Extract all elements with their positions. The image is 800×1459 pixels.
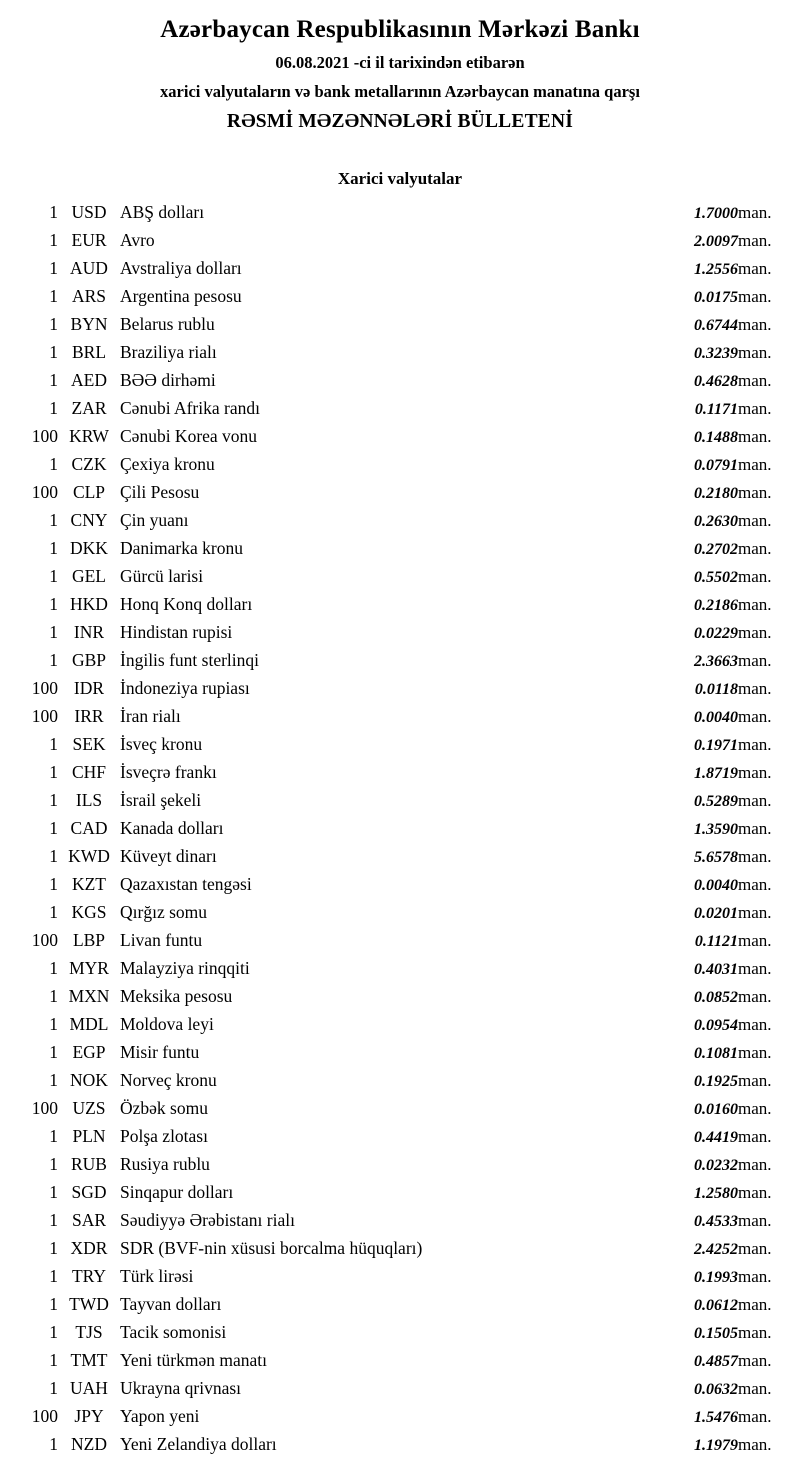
- currency-unit: 1: [49, 1042, 58, 1062]
- currency-rate-unit: man.: [738, 847, 772, 866]
- table-row: [0, 479, 800, 507]
- currency-code: GBP: [71, 650, 107, 670]
- currency-rate-unit: man.: [738, 1099, 772, 1118]
- currency-rate: 0.0040: [694, 877, 738, 894]
- currency-code: NZD: [71, 1434, 107, 1454]
- currency-unit: 1: [49, 594, 58, 614]
- currency-name: İsveçrə frankı: [120, 762, 217, 782]
- table-row: [0, 927, 800, 955]
- currency-rate: 2.0097: [694, 233, 738, 250]
- currency-unit: 1: [49, 734, 58, 754]
- currency-code: CLP: [72, 482, 106, 502]
- currency-code: IDR: [73, 678, 105, 698]
- currency-name: Qırğız somu: [120, 902, 208, 922]
- table-row: [0, 983, 800, 1011]
- table-row: [0, 759, 800, 787]
- currency-rate: 0.0160: [694, 1101, 738, 1118]
- currency-rate-unit: man.: [738, 763, 772, 782]
- currency-unit: 1: [49, 846, 58, 866]
- currency-name: Honq Konq dolları: [120, 594, 253, 614]
- currency-rate-unit: man.: [738, 399, 772, 418]
- table-row: [0, 1347, 800, 1375]
- currency-code: AUD: [70, 258, 108, 278]
- currency-rate-unit: man.: [738, 567, 772, 586]
- currency-name: Yeni türkmən manatı: [120, 1350, 267, 1370]
- table-row: [0, 1095, 800, 1123]
- currency-rate-unit: man.: [738, 819, 772, 838]
- currency-rate-unit: man.: [738, 735, 772, 754]
- currency-rate: 0.0791: [694, 457, 738, 474]
- exchange-rates-body: [0, 199, 800, 1459]
- currency-code: EUR: [71, 230, 107, 250]
- currency-name: Yapon yeni: [120, 1406, 200, 1426]
- currency-rate: 0.2180: [694, 485, 738, 502]
- currency-unit: 1: [49, 650, 58, 670]
- currency-name: İngilis funt sterlinqi: [120, 650, 260, 670]
- currency-rate-unit: man.: [738, 707, 772, 726]
- currency-name: İndoneziya rupiası: [120, 678, 250, 698]
- currency-name: Ukrayna qrivnası: [120, 1378, 242, 1398]
- table-row: [0, 395, 800, 423]
- currency-name: Çexiya kronu: [120, 454, 215, 474]
- currency-code: ZAR: [71, 398, 107, 418]
- section-title-foreign-currencies: Xarici valyutalar: [337, 169, 463, 188]
- currency-code: AED: [71, 370, 107, 390]
- currency-code: INR: [73, 622, 105, 642]
- currency-rate: 0.4628: [694, 373, 738, 390]
- currency-rate: 0.0612: [694, 1297, 738, 1314]
- currency-code: LBP: [72, 930, 106, 950]
- currency-rate: 0.1505: [694, 1325, 738, 1342]
- currency-name: Çili Pesosu: [120, 482, 200, 502]
- currency-name: Misir funtu: [120, 1042, 200, 1062]
- currency-rate-unit: man.: [738, 1015, 772, 1034]
- currency-code: BRL: [71, 342, 107, 362]
- currency-rate-unit: man.: [738, 875, 772, 894]
- currency-name: Yeni Zelandiya dolları: [120, 1434, 277, 1454]
- currency-rate-unit: man.: [738, 679, 772, 698]
- table-row: [0, 815, 800, 843]
- currency-unit: 1: [49, 874, 58, 894]
- table-row: [0, 843, 800, 871]
- currency-code: SAR: [71, 1210, 107, 1230]
- currency-unit: 100: [31, 930, 58, 950]
- currency-code: SEK: [72, 734, 106, 754]
- currency-unit: 100: [31, 426, 58, 446]
- currency-rate-unit: man.: [738, 791, 772, 810]
- table-row: [0, 1235, 800, 1263]
- currency-rate: 0.4031: [694, 961, 738, 978]
- currency-rate: 0.1488: [694, 429, 738, 446]
- table-row: [0, 787, 800, 815]
- table-row: [0, 1067, 800, 1095]
- currency-code: CNY: [70, 510, 108, 530]
- table-row: [0, 283, 800, 311]
- currency-rate-unit: man.: [738, 651, 772, 670]
- currency-rate: 0.0118: [694, 681, 738, 698]
- currency-unit: 1: [49, 370, 58, 390]
- currency-rate: 1.5476: [694, 1409, 738, 1426]
- table-row: [0, 1207, 800, 1235]
- currency-code: TWD: [69, 1294, 109, 1314]
- currency-code: XDR: [70, 1238, 108, 1258]
- currency-name: Hindistan rupisi: [120, 622, 233, 642]
- currency-code: USD: [71, 202, 107, 222]
- currency-code: UZS: [72, 1098, 106, 1118]
- currency-rate: 0.1993: [694, 1269, 738, 1286]
- currency-unit: 1: [49, 762, 58, 782]
- currency-unit: 100: [31, 706, 58, 726]
- currency-rate: 0.2702: [694, 541, 738, 558]
- currency-name: Moldova leyi: [120, 1014, 214, 1034]
- currency-code: BYN: [70, 314, 108, 334]
- currency-name: SDR (BVF-nin xüsusi borcalma hüquqları): [120, 1238, 423, 1258]
- table-row: [0, 703, 800, 731]
- currency-name: Argentina pesosu: [120, 286, 242, 306]
- currency-unit: 1: [49, 230, 58, 250]
- currency-rate: 0.0229: [694, 625, 738, 642]
- table-row: [0, 507, 800, 535]
- currency-unit: 1: [49, 1154, 58, 1174]
- currency-rate-unit: man.: [738, 511, 772, 530]
- currency-rate: 0.4419: [694, 1129, 738, 1146]
- currency-rate: 1.8719: [694, 765, 738, 782]
- currency-rate: 1.2580: [694, 1185, 738, 1202]
- currency-rate-unit: man.: [738, 1267, 772, 1286]
- currency-name: Səudiyyə Ərəbistanı rialı: [120, 1210, 295, 1230]
- table-row: [0, 871, 800, 899]
- currency-rate-unit: man.: [738, 1183, 772, 1202]
- currency-rate-unit: man.: [738, 595, 772, 614]
- currency-name: Norveç kronu: [120, 1070, 217, 1090]
- currency-unit: 1: [49, 790, 58, 810]
- table-row: [0, 1039, 800, 1067]
- currency-name: Gürcü larisi: [120, 566, 204, 586]
- table-row: [0, 227, 800, 255]
- currency-rate-unit: man.: [738, 1435, 772, 1454]
- currency-code: CZK: [71, 454, 107, 474]
- currency-rate: 0.1081: [694, 1045, 738, 1062]
- currency-rate-unit: man.: [738, 623, 772, 642]
- currency-unit: 1: [49, 1266, 58, 1286]
- currency-rate: 0.1925: [694, 1073, 738, 1090]
- table-row: [0, 563, 800, 591]
- currency-code: TJS: [75, 1322, 103, 1342]
- table-row: [0, 199, 800, 227]
- currency-rate-unit: man.: [738, 1351, 772, 1370]
- currency-unit: 1: [49, 342, 58, 362]
- currency-code: MYR: [69, 958, 109, 978]
- currency-unit: 1: [49, 398, 58, 418]
- currency-name: Tacik somonisi: [120, 1322, 227, 1342]
- page-title: Azərbaycan Respublikasının Mərkəzi Bankı: [160, 16, 640, 43]
- table-row: [0, 1263, 800, 1291]
- currency-name: Tayvan dolları: [120, 1294, 222, 1314]
- currency-unit: 100: [31, 678, 58, 698]
- currency-code: ARS: [71, 286, 107, 306]
- currency-rate: 0.1121: [694, 933, 738, 950]
- currency-unit: 1: [49, 1378, 58, 1398]
- currency-unit: 1: [49, 1126, 58, 1146]
- currency-rate-unit: man.: [738, 1071, 772, 1090]
- currency-name: Kanada dolları: [120, 818, 224, 838]
- currency-rate-unit: man.: [738, 931, 772, 950]
- currency-rate: 0.1171: [694, 401, 738, 418]
- currency-name: Livan funtu: [120, 930, 203, 950]
- table-row: [0, 899, 800, 927]
- table-row: [0, 647, 800, 675]
- currency-unit: 100: [31, 482, 58, 502]
- currency-rate-unit: man.: [738, 371, 772, 390]
- currency-rate: 2.4252: [694, 1241, 738, 1258]
- currency-rate: 0.0175: [694, 289, 738, 306]
- currency-rate-unit: man.: [738, 315, 772, 334]
- table-row: [0, 1375, 800, 1403]
- currency-rate: 0.4533: [694, 1213, 738, 1230]
- currency-unit: 1: [49, 1210, 58, 1230]
- currency-name: Avstraliya dolları: [120, 258, 242, 278]
- table-row: [0, 535, 800, 563]
- currency-rate-unit: man.: [738, 1155, 772, 1174]
- currency-rate-unit: man.: [738, 1127, 772, 1146]
- currency-rate: 5.6578: [694, 849, 738, 866]
- currency-name: Meksika pesosu: [120, 986, 233, 1006]
- currency-unit: 1: [49, 286, 58, 306]
- currency-name: ABŞ dolları: [120, 202, 205, 222]
- currency-code: CHF: [71, 762, 107, 782]
- bulletin-heading: RƏSMİ MƏZƏNNƏLƏRİ BÜLLETENİ: [226, 111, 574, 132]
- currency-unit: 1: [49, 1070, 58, 1090]
- currency-unit: 1: [49, 1294, 58, 1314]
- currency-code: TRY: [71, 1266, 107, 1286]
- currency-unit: 1: [49, 454, 58, 474]
- table-row: [0, 1011, 800, 1039]
- currency-name: Polşa zlotası: [120, 1126, 208, 1146]
- currency-rate: 0.0201: [694, 905, 738, 922]
- table-row: [0, 731, 800, 759]
- currency-rate-unit: man.: [738, 483, 772, 502]
- table-row: [0, 675, 800, 703]
- table-row: [0, 1123, 800, 1151]
- bulletin-subtitle: xarici valyutaların və bank metallarının Azərbaycan manatına qarşı: [160, 82, 640, 101]
- currency-name: Qazaxıstan tengəsi: [120, 874, 252, 894]
- currency-rate: 0.1971: [694, 737, 738, 754]
- table-row: [0, 1403, 800, 1431]
- currency-unit: 1: [49, 1434, 58, 1454]
- currency-name: İsrail şekeli: [120, 790, 202, 810]
- currency-unit: 1: [49, 538, 58, 558]
- currency-code: HKD: [70, 594, 108, 614]
- currency-rate-unit: man.: [738, 287, 772, 306]
- currency-rate-unit: man.: [738, 343, 772, 362]
- bulletin-date: 06.08.2021 -ci il tarixindən etibarən: [275, 53, 525, 72]
- table-row: [0, 1291, 800, 1319]
- currency-code: ILS: [75, 790, 103, 810]
- currency-name: BƏƏ dirhəmi: [120, 370, 216, 390]
- currency-code: NOK: [70, 1070, 108, 1090]
- currency-unit: 100: [31, 1406, 58, 1426]
- currency-name: Braziliya rialı: [120, 342, 217, 362]
- currency-rate: 0.0852: [694, 989, 738, 1006]
- currency-code: IRR: [74, 706, 104, 726]
- currency-rate-unit: man.: [738, 903, 772, 922]
- currency-name: Avro: [120, 230, 155, 250]
- currency-code: KWD: [68, 846, 110, 866]
- currency-rate: 0.5289: [694, 793, 738, 810]
- currency-rate: 0.6744: [694, 317, 738, 334]
- currency-rate-unit: man.: [738, 539, 772, 558]
- currency-code: PLN: [72, 1126, 106, 1146]
- currency-unit: 1: [49, 566, 58, 586]
- currency-name: Danimarka kronu: [120, 538, 243, 558]
- currency-name: İsveç kronu: [120, 734, 203, 754]
- currency-rate: 0.0632: [694, 1381, 738, 1398]
- currency-rate-unit: man.: [738, 259, 772, 278]
- currency-code: KRW: [69, 426, 109, 446]
- document-header: [0, 16, 800, 133]
- currency-unit: 1: [49, 258, 58, 278]
- currency-unit: 1: [49, 1322, 58, 1342]
- currency-rate-unit: man.: [738, 1295, 772, 1314]
- currency-unit: 100: [31, 1098, 58, 1118]
- currency-unit: 1: [49, 1182, 58, 1202]
- currency-name: Çin yuanı: [120, 510, 189, 530]
- table-row: [0, 423, 800, 451]
- table-row: [0, 1431, 800, 1459]
- currency-code: MXN: [68, 986, 110, 1006]
- currency-rate-unit: man.: [738, 203, 772, 222]
- currency-rate-unit: man.: [738, 1239, 772, 1258]
- currency-code: CAD: [70, 818, 108, 838]
- currency-name: Küveyt dinarı: [120, 846, 217, 866]
- currency-code: KZT: [71, 874, 107, 894]
- table-row: [0, 1179, 800, 1207]
- currency-name: Özbək somu: [120, 1098, 208, 1118]
- currency-rate: 0.3239: [694, 345, 738, 362]
- currency-rate-unit: man.: [738, 231, 772, 250]
- currency-rate: 1.2556: [694, 261, 738, 278]
- table-row: [0, 451, 800, 479]
- currency-unit: 1: [49, 202, 58, 222]
- table-row: [0, 367, 800, 395]
- currency-name: Malayziya rinqqiti: [120, 958, 250, 978]
- currency-name: Cənubi Korea vonu: [120, 426, 258, 446]
- currency-name: Cənubi Afrika randı: [120, 398, 260, 418]
- currency-rate: 2.3663: [694, 653, 738, 670]
- table-row: [0, 339, 800, 367]
- currency-code: TMT: [70, 1350, 108, 1370]
- currency-unit: 1: [49, 622, 58, 642]
- table-row: [0, 311, 800, 339]
- currency-code: DKK: [70, 538, 108, 558]
- currency-rate-unit: man.: [738, 1323, 772, 1342]
- currency-code: GEL: [71, 566, 107, 586]
- table-row: [0, 955, 800, 983]
- currency-rate-unit: man.: [738, 959, 772, 978]
- currency-unit: 1: [49, 902, 58, 922]
- currency-unit: 1: [49, 986, 58, 1006]
- table-row: [0, 255, 800, 283]
- table-row: [0, 591, 800, 619]
- currency-code: SGD: [71, 1182, 107, 1202]
- currency-name: Türk lirəsi: [120, 1266, 194, 1286]
- currency-rate: 0.5502: [694, 569, 738, 586]
- currency-rate: 0.2630: [694, 513, 738, 530]
- currency-rate: 1.1979: [694, 1437, 738, 1454]
- currency-rate-unit: man.: [738, 1407, 772, 1426]
- currency-name: İran rialı: [120, 706, 181, 726]
- currency-code: MDL: [69, 1014, 109, 1034]
- currency-rate: 0.0232: [694, 1157, 738, 1174]
- currency-unit: 1: [49, 958, 58, 978]
- table-row: [0, 1151, 800, 1179]
- currency-rate-unit: man.: [738, 1211, 772, 1230]
- currency-unit: 1: [49, 818, 58, 838]
- currency-rate-unit: man.: [738, 987, 772, 1006]
- currency-unit: 1: [49, 510, 58, 530]
- currency-rate-unit: man.: [738, 427, 772, 446]
- currency-rate: 1.3590: [694, 821, 738, 838]
- currency-rate: 0.2186: [694, 597, 738, 614]
- currency-code: KGS: [71, 902, 107, 922]
- currency-unit: 1: [49, 314, 58, 334]
- currency-rate: 1.7000: [694, 205, 738, 222]
- currency-rate: 0.4857: [694, 1353, 738, 1370]
- currency-code: EGP: [72, 1042, 106, 1062]
- currency-rate-unit: man.: [738, 455, 772, 474]
- currency-rate-unit: man.: [738, 1043, 772, 1062]
- currency-unit: 1: [49, 1238, 58, 1258]
- currency-unit: 1: [49, 1014, 58, 1034]
- table-row: [0, 1319, 800, 1347]
- currency-unit: 1: [49, 1350, 58, 1370]
- currency-name: Sinqapur dolları: [120, 1182, 234, 1202]
- currency-code: RUB: [71, 1154, 107, 1174]
- table-row: [0, 619, 800, 647]
- currency-rate-unit: man.: [738, 1379, 772, 1398]
- currency-code: JPY: [74, 1406, 104, 1426]
- currency-name: Rusiya rublu: [120, 1154, 210, 1174]
- currency-rate: 0.0040: [694, 709, 738, 726]
- currency-name: Belarus rublu: [120, 314, 215, 334]
- currency-rate: 0.0954: [694, 1017, 738, 1034]
- exchange-rates-table: [0, 199, 800, 1459]
- currency-code: UAH: [70, 1378, 108, 1398]
